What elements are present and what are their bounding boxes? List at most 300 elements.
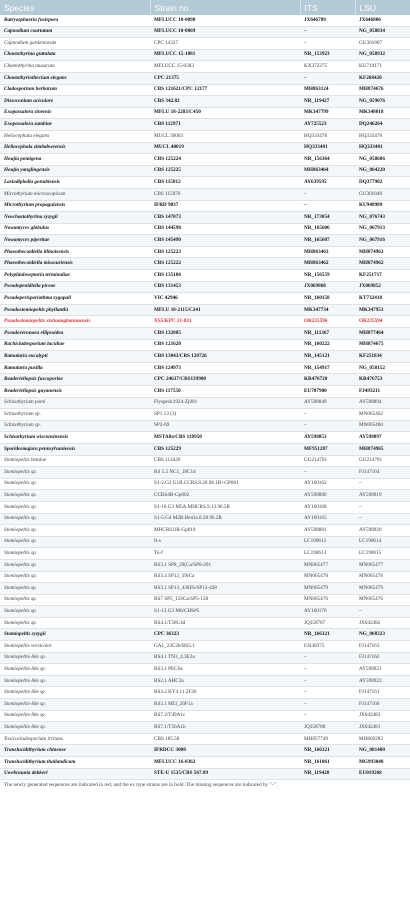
- table-row: [0, 246, 410, 258]
- strain-cell: STE-U 1535/CBS 567.89: [150, 768, 300, 780]
- strain-cell: CBS 125229: [150, 443, 300, 455]
- strain-cell: IFRDCC 3000: [150, 745, 300, 757]
- table-row: [0, 617, 410, 629]
- species-cell: Capnodium gardeniorum: [0, 38, 150, 50]
- table-row: [0, 188, 410, 200]
- lsu-cell: MH869283: [355, 733, 410, 745]
- lsu-cell: KT732418: [355, 293, 410, 305]
- its-cell: JQ358788: [300, 722, 355, 734]
- table-row: [0, 386, 410, 398]
- species-cell: Stomiopeltis sp.: [0, 617, 150, 629]
- table-row: [0, 235, 410, 247]
- its-cell: NR_161061: [300, 757, 355, 769]
- table-row: [0, 38, 410, 50]
- its-cell: –: [300, 409, 355, 421]
- its-cell: NR_156364: [300, 154, 355, 166]
- its-cell: –: [300, 652, 355, 664]
- its-cell: MK347799: [300, 107, 355, 119]
- table-footnote: The newly generated sequences are indicated in red, and the ex type strains are in bold. The missing sequences are indicated by "–".: [4, 782, 278, 789]
- its-cell: –: [300, 188, 355, 200]
- strain-cell: RS 5.2 NC1_18C1d: [150, 467, 300, 479]
- table-row: [0, 478, 410, 490]
- its-cell: MF951287: [300, 443, 355, 455]
- strain-cell: VIC 42946: [150, 293, 300, 305]
- its-cell: AY598848: [300, 397, 355, 409]
- lsu-cell: KF251717: [355, 270, 410, 282]
- species-cell: Stomiopeltis syzygii: [0, 629, 150, 641]
- lsu-cell: NG_067916: [355, 235, 410, 247]
- lsu-cell: FJ493211: [355, 386, 410, 398]
- strain-cell: CBS 124973: [150, 362, 300, 374]
- its-cell: NR_156559: [300, 270, 355, 282]
- table-row: [0, 699, 410, 711]
- lsu-cell: KU948989: [355, 200, 410, 212]
- its-cell: JX069868: [300, 281, 355, 293]
- species-cell: Chaetothyrina guttulata: [0, 49, 150, 61]
- species-cell: Stomiopeltis betulae: [0, 455, 150, 467]
- table-row: [0, 455, 410, 467]
- its-cell: NR_165606: [300, 223, 355, 235]
- lsu-cell: JX646806: [355, 15, 410, 26]
- lsu-cell: NG_067913: [355, 223, 410, 235]
- strain-cell: CCRS4B-Gp002: [150, 490, 300, 502]
- lsu-cell: GU301807: [355, 38, 410, 50]
- table-row: [0, 293, 410, 305]
- table-row: [0, 374, 410, 386]
- table-row: [0, 733, 410, 745]
- table-row: [0, 420, 410, 432]
- table-row: [0, 61, 410, 73]
- table-row: [0, 583, 410, 595]
- strain-cell: XS5/KPC 21-031: [150, 316, 300, 328]
- its-cell: AY639595: [300, 177, 355, 189]
- its-cell: MN065477: [300, 559, 355, 571]
- lsu-cell: MH874675: [355, 339, 410, 351]
- its-cell: AY160165: [300, 513, 355, 525]
- species-cell: Stomiopeltis versicolor: [0, 641, 150, 653]
- species-cell: Schizothyrium wisconsinensis: [0, 432, 150, 444]
- strain-cell: CBS 117550: [150, 386, 300, 398]
- lsu-cell: MH874962: [355, 258, 410, 270]
- its-cell: AY160170: [300, 606, 355, 618]
- species-cell: Stomiopeltis-like sp.: [0, 699, 150, 711]
- species-cell: Stomiopeltis-like sp.: [0, 652, 150, 664]
- its-cell: AY598853: [300, 432, 355, 444]
- lsu-cell: –: [355, 606, 410, 618]
- strain-cell: MFLU 18-2115/C241: [150, 304, 300, 316]
- its-cell: NR_166321: [300, 745, 355, 757]
- its-cell: NR_119427: [300, 96, 355, 108]
- its-cell: HQ333478: [300, 130, 355, 142]
- species-cell: Stomiopeltis sp.: [0, 571, 150, 583]
- its-cell: JX646789: [300, 15, 355, 26]
- species-cell: Stomiopeltis sp.: [0, 490, 150, 502]
- species-cell: Translucidithyrium chinense: [0, 745, 150, 757]
- strain-cell: RS3.1 SP8_29(Ca/SP8-291: [150, 559, 300, 571]
- table-row: [0, 15, 410, 26]
- lsu-cell: FJ147163: [355, 641, 410, 653]
- table-row: [0, 154, 410, 166]
- its-cell: AY160168: [300, 501, 355, 513]
- species-cell: Heliocephala zimbabweensis: [0, 142, 150, 154]
- lsu-cell: JX042483: [355, 710, 410, 722]
- its-cell: NR_145121: [300, 351, 355, 363]
- header-strain: Strain no.: [150, 0, 300, 15]
- its-cell: –: [300, 675, 355, 687]
- species-cell: Microthyrium microscopicum: [0, 188, 150, 200]
- its-cell: –: [300, 420, 355, 432]
- table-row: [0, 745, 410, 757]
- strain-cell: RS3.2 KY4 11.2F2b: [150, 687, 300, 699]
- strain-cell: CBS 125222: [150, 258, 300, 270]
- lsu-cell: MK348018: [355, 107, 410, 119]
- lsu-cell: MN065462: [355, 409, 410, 421]
- table-row: [0, 223, 410, 235]
- lsu-cell: HQ333478: [355, 130, 410, 142]
- lsu-cell: OR235594: [355, 316, 410, 328]
- table-row: [0, 768, 410, 780]
- its-cell: –: [300, 26, 355, 38]
- strain-cell: CPC 14327: [150, 38, 300, 50]
- lsu-cell: AY598894: [355, 397, 410, 409]
- its-cell: AY160162: [300, 478, 355, 490]
- lsu-cell: MN065477: [355, 559, 410, 571]
- species-cell: Schizothyrium pomi: [0, 397, 150, 409]
- lsu-cell: AY598897: [355, 432, 410, 444]
- lsu-cell: FJ147161: [355, 687, 410, 699]
- species-cell: Exopassalora zambiae: [0, 119, 150, 131]
- species-cell: Nowamyces globulus: [0, 223, 150, 235]
- its-cell: LC190613: [300, 548, 355, 560]
- strain-cell: S1-13.G3 M6/CHS#5: [150, 606, 300, 618]
- its-cell: –: [300, 699, 355, 711]
- strain-cell: MSTA8a/CBS 118950: [150, 432, 300, 444]
- strain-cell: RS3.1 PEC6a: [150, 664, 300, 676]
- species-cell: Pseudoperisporiothma zygopali: [0, 293, 150, 305]
- species-cell: Stomiopeltis-like sp.: [0, 687, 150, 699]
- species-cell: Stomiopeltis-like sp.: [0, 675, 150, 687]
- species-cell: Schizothyrium sp.: [0, 409, 150, 421]
- table-row: [0, 270, 410, 282]
- table-row: [0, 513, 410, 525]
- strain-cell: CBS 135106: [150, 270, 300, 282]
- strain-cell: RS4.1/T58C4d: [150, 617, 300, 629]
- lsu-cell: NG_058686: [355, 154, 410, 166]
- table-row: [0, 467, 410, 479]
- lsu-cell: MH874676: [355, 84, 410, 96]
- strain-cell: MFLUCC 15-0383: [150, 61, 300, 73]
- species-cell: Phaeothecoidiella missouriensis: [0, 258, 150, 270]
- table-row: [0, 397, 410, 409]
- its-cell: MH863463: [300, 246, 355, 258]
- strain-cell: SP1 13 (3): [150, 409, 300, 421]
- strain-cell: CBS 13043/CBS 120726: [150, 351, 300, 363]
- species-cell: Lasiodiplodia gonubiensis: [0, 177, 150, 189]
- table-row: [0, 258, 410, 270]
- lsu-cell: NG_076743: [355, 212, 410, 224]
- lsu-cell: LC190614: [355, 536, 410, 548]
- species-cell: Stomiopeltis sp.: [0, 536, 150, 548]
- table-row: [0, 443, 410, 455]
- header-its: ITS: [300, 0, 355, 15]
- species-cell: Dissoconium aciculare: [0, 96, 150, 108]
- species-cell: Rachicladosporium luculiae: [0, 339, 150, 351]
- strain-cell: CBS 125225: [150, 165, 300, 177]
- its-cell: NR_111367: [300, 328, 355, 340]
- lsu-cell: KR476753: [355, 374, 410, 386]
- its-cell: KX372275: [300, 61, 355, 73]
- strain-cell: MFLUCC 15-1081: [150, 49, 300, 61]
- lsu-cell: KU710171: [355, 61, 410, 73]
- lsu-cell: JX069852: [355, 281, 410, 293]
- lsu-cell: AY598921: [355, 664, 410, 676]
- its-cell: –: [300, 38, 355, 50]
- its-cell: JQ358787: [300, 617, 355, 629]
- species-cell: Capnodium coartatum: [0, 26, 150, 38]
- species-cell: Houjia yanglingensis: [0, 165, 150, 177]
- table-row: [0, 72, 410, 84]
- table-row: [0, 548, 410, 560]
- its-cell: MN065479: [300, 583, 355, 595]
- strain-cell: CBS 125224: [150, 154, 300, 166]
- strain-cell: GA1_23C2b/BS5.1: [150, 641, 300, 653]
- table-row: [0, 200, 410, 212]
- species-cell: Exopassalora sinensis: [0, 107, 150, 119]
- lsu-cell: MG993048: [355, 757, 410, 769]
- lsu-cell: GU214701: [355, 455, 410, 467]
- header-lsu: LSU: [355, 0, 410, 15]
- species-cell: Stomiopeltis sp.: [0, 583, 150, 595]
- species-cell: Phaeothecoidiella illinoisensis: [0, 246, 150, 258]
- species-cell: Stomiopeltis sp.: [0, 548, 150, 560]
- species-cell: Neochaetothyrina syzygii: [0, 212, 150, 224]
- its-cell: AY598881: [300, 525, 355, 537]
- its-cell: GU214701: [300, 455, 355, 467]
- lsu-cell: –: [355, 478, 410, 490]
- lsu-cell: AY598922: [355, 675, 410, 687]
- species-cell: Nowamyces piperitae: [0, 235, 150, 247]
- strain-cell: CBS 144598: [150, 223, 300, 235]
- lsu-cell: JX042481: [355, 722, 410, 734]
- strain-cell: CBS 131453: [150, 281, 300, 293]
- table-row: [0, 559, 410, 571]
- table-row: [0, 328, 410, 340]
- species-cell: Houjia pomigena: [0, 154, 150, 166]
- species-cell: Stomiopeltis-like sp.: [0, 710, 150, 722]
- lsu-cell: NG_058152: [355, 362, 410, 374]
- lsu-cell: DQ246264: [355, 119, 410, 131]
- table-row: [0, 362, 410, 374]
- its-cell: MH863464: [300, 165, 355, 177]
- its-cell: NR_153923: [300, 49, 355, 61]
- strain-cell: CBS 121621/CPC 12177: [150, 84, 300, 96]
- table-row: [0, 571, 410, 583]
- lsu-cell: KF268420: [355, 72, 410, 84]
- species-cell: Chaetothyriothecium elegans: [0, 72, 150, 84]
- table-row: [0, 142, 410, 154]
- table-row: [0, 119, 410, 131]
- table-row: [0, 687, 410, 699]
- species-cell: Readeriellopsis fuscoporiae: [0, 374, 150, 386]
- species-cell: Stomiopeltis sp.: [0, 513, 150, 525]
- its-cell: NR_119428: [300, 768, 355, 780]
- its-cell: –: [300, 200, 355, 212]
- table-row: [0, 675, 410, 687]
- its-cell: AY598880: [300, 490, 355, 502]
- strain-cell: IFRD 9037: [150, 200, 300, 212]
- lsu-cell: FJ147160: [355, 699, 410, 711]
- table-row: [0, 710, 410, 722]
- strain-cell: CBS 185.58: [150, 733, 300, 745]
- strain-cell: S1-10.G3 M5A.MHCRS.9.13.96.5R: [150, 501, 300, 513]
- lsu-cell: NG_058932: [355, 49, 410, 61]
- strain-cell: It-s: [150, 536, 300, 548]
- table-row: [0, 165, 410, 177]
- its-cell: AY725523: [300, 119, 355, 131]
- strain-cell: S1-2.G2 U1B.CCRS.8.20.96.1B+GP001: [150, 478, 300, 490]
- table-row: [0, 107, 410, 119]
- species-cell: Heliocephala elegans: [0, 130, 150, 142]
- species-cell: Ramularia eucalypti: [0, 351, 150, 363]
- table-row: [0, 594, 410, 606]
- strain-cell: CPC 21375: [150, 72, 300, 84]
- strain-cell: SP2-69: [150, 420, 300, 432]
- strain-cell: CPC 24637/CBS139900: [150, 374, 300, 386]
- species-cell: Stomiopeltis sp.: [0, 478, 150, 490]
- table-row: [0, 281, 410, 293]
- strain-cell: CBS 145490: [150, 235, 300, 247]
- table-row: [0, 316, 410, 328]
- strain-cell: To-f: [150, 548, 300, 560]
- strain-cell: MUCL 39003: [150, 130, 300, 142]
- its-cell: NR_160158: [300, 293, 355, 305]
- species-cell: Stomiopeltis-like sp.: [0, 722, 150, 734]
- species-cell: Batryosphaeria fusispora: [0, 15, 150, 26]
- lsu-cell: NG_081400: [355, 745, 410, 757]
- strain-cell: MFLUCC 16-0362: [150, 757, 300, 769]
- strain-cell: MFLUCC 10-0098: [150, 15, 300, 26]
- strain-cell: MHCRS1lR-Gp010: [150, 525, 300, 537]
- its-cell: NR_154917: [300, 362, 355, 374]
- strain-cell: CPC 36323: [150, 629, 300, 641]
- species-cell: Translucidithyrium thailandicum: [0, 757, 150, 769]
- table-row: [0, 304, 410, 316]
- its-cell: LC190612: [300, 536, 355, 548]
- its-cell: MK347734: [300, 304, 355, 316]
- table-row: [0, 501, 410, 513]
- species-cell: Ramularia pusilla: [0, 362, 150, 374]
- its-cell: HQ333481: [300, 142, 355, 154]
- lsu-cell: NG_058834: [355, 26, 410, 38]
- its-cell: –: [300, 710, 355, 722]
- table-row: [0, 432, 410, 444]
- species-cell: Microthyrium propagulensis: [0, 200, 150, 212]
- species-cell: Pseudoveronaea ellipsoidea: [0, 328, 150, 340]
- lsu-cell: NG_059076: [355, 96, 410, 108]
- lsu-cell: FJ147162: [355, 652, 410, 664]
- strain-cell: MUCL 40019: [150, 142, 300, 154]
- strain-cell: RS3.4 SP12_39(Ca: [150, 571, 300, 583]
- lsu-cell: MN065479: [355, 583, 410, 595]
- strain-cell: RS7.1/T56A1b: [150, 722, 300, 734]
- strain-cell: RS7.2/T49A1c: [150, 710, 300, 722]
- species-cell: Pseudostomiopeltis phyllanthi: [0, 304, 150, 316]
- species-cell: Pseudopenidiella piceae: [0, 281, 150, 293]
- table-row: [0, 96, 410, 108]
- lsu-cell: MH877464: [355, 328, 410, 340]
- its-cell: MN065478: [300, 571, 355, 583]
- strain-cell: RS3.1 MI3_26F1a: [150, 699, 300, 711]
- strain-cell: CBS 147073: [150, 212, 300, 224]
- lsu-cell: NG_064220: [355, 165, 410, 177]
- lsu-cell: GU301846: [355, 188, 410, 200]
- strain-cell: CBS 132085: [150, 328, 300, 340]
- its-cell: MH863124: [300, 84, 355, 96]
- species-cell: Stomiopeltis sp.: [0, 606, 150, 618]
- its-cell: MH863462: [300, 258, 355, 270]
- its-cell: NR_160222: [300, 339, 355, 351]
- species-cell: Stomiopeltis sp.: [0, 501, 150, 513]
- species-cell: Stomiopeltis sp.: [0, 559, 150, 571]
- its-cell: –: [300, 467, 355, 479]
- its-cell: –: [300, 687, 355, 699]
- species-cell: Stomiopeltis sp.: [0, 467, 150, 479]
- lsu-cell: MN065478: [355, 571, 410, 583]
- strain-cell: S1-5.G4 M2B.Berria.8.28.96.2R: [150, 513, 300, 525]
- lsu-cell: LC190615: [355, 548, 410, 560]
- species-cell: Stomiopeltis-like sp.: [0, 664, 150, 676]
- its-cell: OR235596: [300, 316, 355, 328]
- its-cell: FJ438375: [300, 641, 355, 653]
- species-cell: Readeriellopsis guyanensis: [0, 386, 150, 398]
- table-row: [0, 84, 410, 96]
- species-cell: Polyphialoseptoria terminaliae: [0, 270, 150, 282]
- species-cell: Stomiopeltis sp.: [0, 525, 150, 537]
- its-cell: MN065476: [300, 594, 355, 606]
- species-cell: Uwebraunia dekkeri: [0, 768, 150, 780]
- lsu-cell: DQ377902: [355, 177, 410, 189]
- species-cell: Toxicocladosporium irritans: [0, 733, 150, 745]
- strain-cell: MFLU 18-2203/C450: [150, 107, 300, 119]
- strain-cell: RS4.1 TN3_4.3E2a: [150, 652, 300, 664]
- its-cell: MH857749: [300, 733, 355, 745]
- its-cell: NR_166321: [300, 629, 355, 641]
- its-cell: KR476720: [300, 374, 355, 386]
- lsu-cell: AY598919: [355, 490, 410, 502]
- lsu-cell: HQ333481: [355, 142, 410, 154]
- strain-cell: Flyspeck1924-Zj001: [150, 397, 300, 409]
- lsu-cell: MN065476: [355, 594, 410, 606]
- lsu-cell: NG_068323: [355, 629, 410, 641]
- table-row: [0, 351, 410, 363]
- table-row: [0, 629, 410, 641]
- strain-cell: CBS 115812: [150, 177, 300, 189]
- table-row: [0, 49, 410, 61]
- strain-cell: CBS 125223: [150, 246, 300, 258]
- table-row: [0, 490, 410, 502]
- strain-cell: RS2.1 AHC3a: [150, 675, 300, 687]
- species-cell: Sporidesmajora pennsylvaniensis: [0, 443, 150, 455]
- lsu-cell: MN065460: [355, 420, 410, 432]
- strain-cell: CBS 115976: [150, 188, 300, 200]
- table-row: [0, 652, 410, 664]
- table-row: [0, 664, 410, 676]
- strain-cell: MFLUCC 10-0069: [150, 26, 300, 38]
- lsu-cell: KF251834: [355, 351, 410, 363]
- lsu-cell: –: [355, 513, 410, 525]
- lsu-cell: MH874965: [355, 443, 410, 455]
- its-cell: EU707900: [300, 386, 355, 398]
